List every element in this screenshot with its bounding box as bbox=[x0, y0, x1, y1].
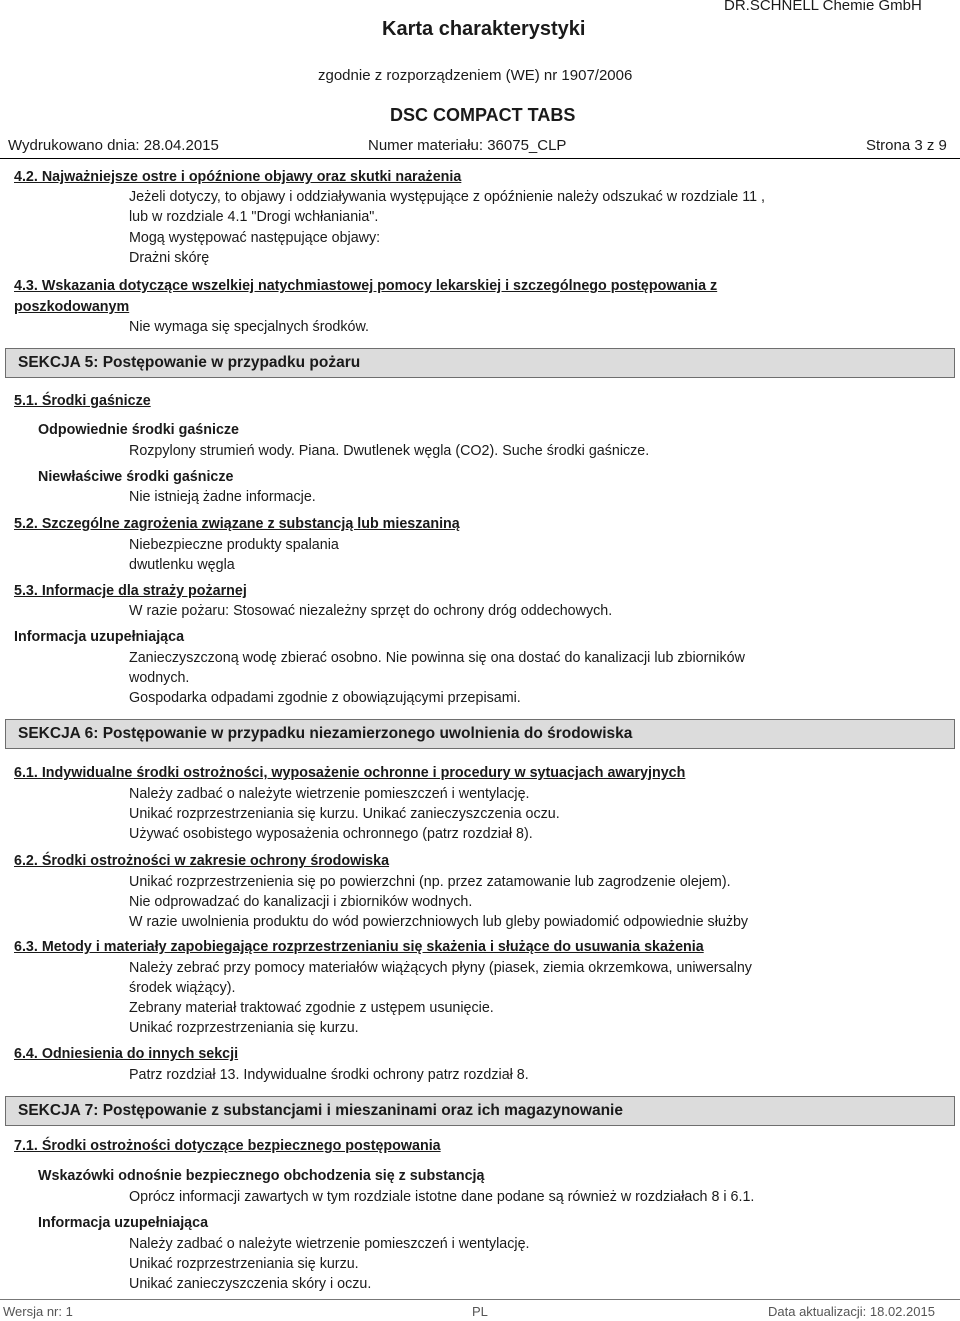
paragraph-line: Niebezpieczne produkty spalania bbox=[129, 537, 339, 553]
footer-update-date: Data aktualizacji: 18.02.2015 bbox=[768, 1304, 935, 1319]
regulation-note: zgodnie z rozporządzeniem (WE) nr 1907/2006 bbox=[318, 67, 633, 84]
section-6-header bbox=[5, 719, 955, 749]
paragraph-line: W razie uwolnienia produktu do wód powierzchniowych lub gleby powiadomić odpowiednie służby bbox=[129, 914, 749, 930]
paragraph-line: Unikać rozprzestrzeniania się kurzu. bbox=[129, 1256, 359, 1272]
additional-info-label: Informacja uzupełniająca bbox=[38, 1215, 209, 1231]
paragraph-line: lub w rozdziale 4.1 "Drogi wchłaniania". bbox=[129, 209, 379, 225]
document-title: Karta charakterystyki bbox=[382, 18, 586, 40]
subsection-heading-4-3-cont: poszkodowanym bbox=[14, 299, 130, 315]
paragraph-line: Nie wymaga się specjalnych środków. bbox=[129, 319, 369, 335]
suitable-media-label: Odpowiednie środki gaśnicze bbox=[38, 422, 239, 438]
paragraph-line: Należy zadbać o należyte wietrzenie pomieszczeń i wentylację. bbox=[129, 786, 530, 802]
paragraph-line: Patrz rozdział 13. Indywidualne środki ochrony patrz rozdział 8. bbox=[129, 1067, 529, 1083]
section-7-title: SEKCJA 7: Postępowanie z substancjami i mieszaninami oraz ich magazynowanie bbox=[18, 1102, 623, 1119]
company-name: DR.SCHNELL Chemie GmbH bbox=[724, 0, 922, 14]
paragraph-line: dwutlenku węgla bbox=[129, 557, 235, 573]
header-rule bbox=[0, 158, 960, 159]
subsection-heading-6-3: 6.3. Metody i materiały zapobiegające rozprzestrzenianiu się skażenia i służące do usuwania skażenia bbox=[14, 939, 704, 955]
paragraph-line: Jeżeli dotyczy, to objawy i oddziaływania występujące z opóźnienie należy odszukać w rozdziale 11 , bbox=[129, 189, 766, 205]
print-date: Wydrukowano dnia: 28.04.2015 bbox=[8, 137, 219, 154]
unsuitable-media-label: Niewłaściwe środki gaśnicze bbox=[38, 469, 234, 485]
material-number: Numer materiału: 36075_CLP bbox=[368, 137, 567, 154]
additional-info-label: Informacja uzupełniająca bbox=[14, 629, 185, 645]
paragraph-line: Należy zebrać przy pomocy materiałów wiążących płyny (piasek, ziemia okrzemkowa, uniwersalny bbox=[129, 960, 752, 976]
paragraph-line: W razie pożaru: Stosować niezależny sprzęt do ochrony dróg oddechowych. bbox=[129, 603, 613, 619]
paragraph-line: Należy zadbać o należyte wietrzenie pomieszczeń i wentylację. bbox=[129, 1236, 530, 1252]
subsection-heading-6-2: 6.2. Środki ostrożności w zakresie ochrony środowiska bbox=[14, 853, 390, 869]
subsection-heading-4-3: 4.3. Wskazania dotyczące wszelkiej natychmiastowej pomocy lekarskiej i szczególnego postępowania z bbox=[14, 278, 718, 294]
subsection-heading-6-4: 6.4. Odniesienia do innych sekcji bbox=[14, 1046, 239, 1062]
paragraph-line: Zanieczyszczoną wodę zbierać osobno. Nie powinna się ona dostać do kanalizacji lub zbiorników bbox=[129, 650, 745, 666]
subsection-heading-4-2: 4.2. Najważniejsze ostre i opóźnione objawy oraz skutki narażenia bbox=[14, 169, 462, 185]
paragraph-line: Gospodarka odpadami zgodnie z obowiązującymi przepisami. bbox=[129, 690, 521, 706]
paragraph-line: Oprócz informacji zawartych w tym rozdziale istotne dane podane są również w rozdziałach 8 i 6.1. bbox=[129, 1189, 755, 1205]
paragraph-line: Unikać rozprzestrzenienia się po powierzchni (np. przez zatamowanie lub zagrodzenie olejem). bbox=[129, 874, 731, 890]
page-number: Strona 3 z 9 bbox=[866, 137, 947, 154]
footer-rule bbox=[0, 1299, 960, 1300]
subsection-heading-5-3: 5.3. Informacje dla straży pożarnej bbox=[14, 583, 247, 599]
paragraph-line: Unikać zanieczyszczenia skóry i oczu. bbox=[129, 1276, 372, 1292]
paragraph-line: środek wiążący). bbox=[129, 980, 236, 996]
paragraph-line: Drażni skórę bbox=[129, 250, 210, 266]
paragraph-line: Mogą występować następujące objawy: bbox=[129, 230, 381, 246]
footer-language: PL bbox=[472, 1304, 488, 1319]
subsection-heading-7-1: 7.1. Środki ostrożności dotyczące bezpiecznego postępowania bbox=[14, 1138, 441, 1154]
paragraph-line: Unikać rozprzestrzeniania się kurzu. Unikać zanieczyszczenia oczu. bbox=[129, 806, 560, 822]
paragraph-line: wodnych. bbox=[129, 670, 190, 686]
paragraph-line: Nie odprowadzać do kanalizacji i zbiorników wodnych. bbox=[129, 894, 473, 910]
subsection-heading-5-2: 5.2. Szczególne zagrożenia związane z substancją lub mieszaniną bbox=[14, 516, 460, 532]
section-5-title: SEKCJA 5: Postępowanie w przypadku pożaru bbox=[18, 354, 361, 371]
handling-advice-label: Wskazówki odnośnie bezpiecznego obchodzenia się z substancją bbox=[38, 1168, 485, 1184]
section-7-header bbox=[5, 1096, 955, 1126]
product-name: DSC COMPACT TABS bbox=[390, 105, 576, 125]
paragraph-line: Używać osobistego wyposażenia ochronnego (patrz rozdział 8). bbox=[129, 826, 533, 842]
section-6-title: SEKCJA 6: Postępowanie w przypadku niezamierzonego uwolnienia do środowiska bbox=[18, 725, 633, 742]
suitable-media-text: Rozpylony strumień wody. Piana. Dwutlenek węgla (CO2). Suche środki gaśnicze. bbox=[129, 443, 650, 459]
subsection-heading-6-1: 6.1. Indywidualne środki ostrożności, wyposażenie ochronne i procedury w sytuacjach awaryjnych bbox=[14, 765, 686, 781]
footer-version: Wersja nr: 1 bbox=[3, 1304, 73, 1319]
subsection-heading-5-1: 5.1. Środki gaśnicze bbox=[14, 393, 151, 409]
paragraph-line: Zebrany materiał traktować zgodnie z ustępem usunięcie. bbox=[129, 1000, 494, 1016]
unsuitable-media-text: Nie istnieją żadne informacje. bbox=[129, 489, 316, 505]
paragraph-line: Unikać rozprzestrzeniania się kurzu. bbox=[129, 1020, 359, 1036]
section-5-header bbox=[5, 348, 955, 378]
